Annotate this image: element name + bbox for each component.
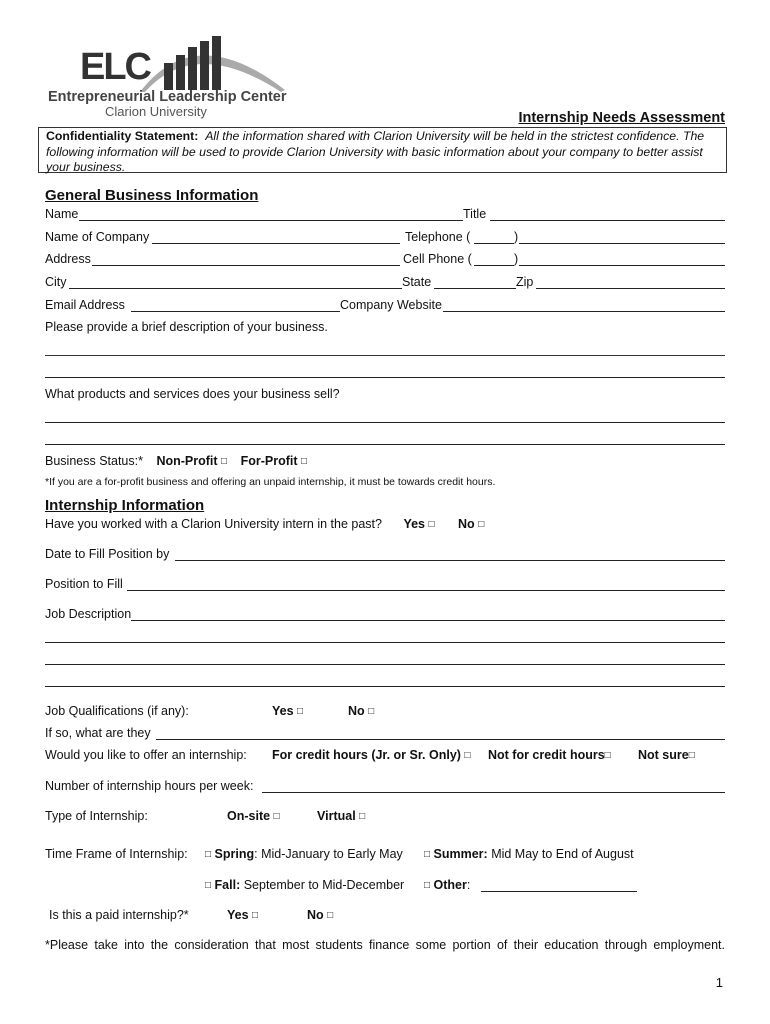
job-desc-line-4[interactable] bbox=[45, 686, 725, 687]
if-so-field[interactable] bbox=[156, 739, 725, 740]
page-number: 1 bbox=[715, 975, 723, 990]
position-label: Position to Fill bbox=[45, 577, 123, 591]
state-label: State bbox=[402, 275, 432, 289]
fall-range: September to Mid-December bbox=[240, 878, 405, 892]
onsite-checkbox[interactable]: □ bbox=[273, 811, 280, 822]
paid-label: Is this a paid internship?* bbox=[49, 908, 189, 922]
other-field[interactable] bbox=[481, 891, 637, 892]
qualifications-no-label: No bbox=[348, 704, 365, 718]
job-desc-line-3[interactable] bbox=[45, 664, 725, 665]
non-profit-label: Non-Profit bbox=[156, 454, 218, 468]
zip-field[interactable] bbox=[536, 288, 725, 289]
telephone-field[interactable] bbox=[519, 243, 725, 244]
name-label: Name bbox=[45, 207, 79, 221]
general-heading: General Business Information bbox=[45, 187, 259, 204]
spring-checkbox[interactable]: □ bbox=[205, 849, 212, 860]
hours-field[interactable] bbox=[262, 792, 725, 793]
virtual-label: Virtual bbox=[317, 809, 356, 823]
email-field[interactable] bbox=[131, 311, 340, 312]
past-intern-yes-label: Yes bbox=[403, 517, 426, 531]
state-field[interactable] bbox=[434, 288, 516, 289]
offer-not-credit bbox=[488, 748, 611, 762]
city-label: City bbox=[45, 275, 67, 289]
date-fill-label: Date to Fill Position by bbox=[45, 547, 170, 561]
job-desc-field[interactable] bbox=[131, 620, 725, 621]
date-fill-field[interactable] bbox=[175, 560, 725, 561]
onsite-label: On-site bbox=[227, 809, 271, 823]
credit-checkbox[interactable]: □ bbox=[464, 750, 471, 761]
city-field[interactable] bbox=[69, 288, 402, 289]
qualifications-no bbox=[348, 704, 374, 718]
footnote: *Please take into the consideration that most students finance some portion of their education through employment. bbox=[45, 938, 725, 952]
not-sure-label: Not sure bbox=[638, 748, 689, 762]
company-label: Name of Company bbox=[45, 230, 150, 244]
cell-area-field[interactable] bbox=[474, 265, 514, 266]
telephone-close: ) bbox=[514, 230, 519, 244]
address-field[interactable] bbox=[92, 265, 400, 266]
confidentiality-text-2: following information will be used to provide Clarion University with basic information about your company to better assist bbox=[46, 144, 703, 159]
past-intern-row bbox=[45, 517, 725, 531]
confidentiality-text-1: All the information shared with Clarion University will be held in the strictest confidence. The bbox=[205, 129, 705, 143]
logo-text: ELC bbox=[80, 46, 150, 88]
confidentiality-text-3: your business. bbox=[46, 160, 126, 174]
paid-yes-checkbox[interactable]: □ bbox=[252, 910, 259, 921]
paid-no-checkbox[interactable]: □ bbox=[327, 910, 334, 921]
telephone-area-field[interactable] bbox=[474, 243, 514, 244]
university-name: Clarion University bbox=[105, 104, 207, 119]
qualifications-yes-checkbox[interactable]: □ bbox=[297, 706, 304, 717]
qualifications-label: Job Qualifications (if any): bbox=[45, 704, 189, 718]
qualifications-yes bbox=[272, 704, 303, 718]
offer-not-sure bbox=[638, 748, 695, 762]
cell-label: Cell Phone ( bbox=[403, 252, 472, 266]
other-label: Other bbox=[433, 878, 467, 892]
spring-label: Spring bbox=[214, 847, 255, 861]
products-prompt: What products and services does your business sell? bbox=[45, 387, 340, 401]
job-desc-line-2[interactable] bbox=[45, 642, 725, 643]
other-checkbox[interactable]: □ bbox=[424, 880, 431, 891]
past-intern-no-checkbox[interactable]: □ bbox=[478, 519, 485, 530]
if-so-label: If so, what are they bbox=[45, 726, 151, 740]
timeframe-label: Time Frame of Internship: bbox=[45, 847, 188, 861]
name-field[interactable] bbox=[79, 220, 463, 221]
offer-credit bbox=[272, 748, 470, 762]
paid-no bbox=[307, 908, 333, 922]
timeframe-spring bbox=[205, 847, 403, 861]
qualifications-yes-label: Yes bbox=[272, 704, 294, 718]
org-name: Entrepreneurial Leadership Center bbox=[48, 89, 287, 105]
spring-range: : Mid-January to Early May bbox=[254, 847, 403, 861]
timeframe-summer bbox=[424, 847, 634, 861]
title-label: Title bbox=[463, 207, 487, 221]
fall-checkbox[interactable]: □ bbox=[205, 880, 212, 891]
past-intern-yes-checkbox[interactable]: □ bbox=[428, 519, 435, 530]
status-label: Business Status:* bbox=[45, 454, 143, 468]
for-profit-label: For-Profit bbox=[240, 454, 298, 468]
past-intern-question: Have you worked with a Clarion University intern in the past? bbox=[45, 517, 382, 531]
form-title: Internship Needs Assessment bbox=[518, 110, 725, 126]
timeframe-other bbox=[424, 878, 470, 892]
paid-yes-label: Yes bbox=[227, 908, 249, 922]
not-credit-checkbox[interactable]: □ bbox=[604, 750, 611, 761]
internship-heading: Internship Information bbox=[45, 497, 205, 514]
position-field[interactable] bbox=[127, 590, 725, 591]
products-line-1[interactable] bbox=[45, 422, 725, 423]
type-onsite bbox=[227, 809, 280, 823]
business-status-row bbox=[45, 454, 725, 468]
hours-label: Number of internship hours per week: bbox=[45, 779, 254, 793]
title-field[interactable] bbox=[490, 220, 725, 221]
not-credit-label: Not for credit hours bbox=[488, 748, 605, 762]
job-desc-label: Job Description bbox=[45, 607, 132, 621]
description-line-2[interactable] bbox=[45, 377, 725, 378]
email-label: Email Address bbox=[45, 298, 125, 312]
elc-logo bbox=[45, 30, 295, 119]
timeframe-fall bbox=[205, 878, 404, 892]
website-label: Company Website bbox=[340, 298, 442, 312]
summer-range: Mid May to End of August bbox=[487, 847, 634, 861]
products-line-2[interactable] bbox=[45, 444, 725, 445]
zip-label: Zip bbox=[516, 275, 534, 289]
type-virtual bbox=[317, 809, 365, 823]
qualifications-no-checkbox[interactable]: □ bbox=[368, 706, 375, 717]
type-label: Type of Internship: bbox=[45, 809, 148, 823]
cell-field[interactable] bbox=[519, 265, 725, 266]
past-intern-no-label: No bbox=[458, 517, 475, 531]
telephone-label: Telephone ( bbox=[405, 230, 471, 244]
non-profit-checkbox[interactable]: □ bbox=[221, 456, 228, 467]
summer-label: Summer: bbox=[433, 847, 488, 861]
description-prompt: Please provide a brief description of your business. bbox=[45, 320, 328, 334]
company-field[interactable] bbox=[152, 243, 400, 244]
credit-label: For credit hours (Jr. or Sr. Only) bbox=[272, 748, 461, 762]
confidentiality-box bbox=[38, 127, 727, 173]
address-label: Address bbox=[45, 252, 91, 266]
not-sure-checkbox[interactable]: □ bbox=[688, 750, 695, 761]
paid-no-label: No bbox=[307, 908, 324, 922]
paid-yes bbox=[227, 908, 258, 922]
confidentiality-label: Confidentiality Statement: bbox=[46, 129, 199, 143]
cell-close: ) bbox=[514, 252, 519, 266]
virtual-checkbox[interactable]: □ bbox=[359, 811, 366, 822]
offer-label: Would you like to offer an internship: bbox=[45, 748, 247, 762]
other-colon: : bbox=[466, 878, 471, 892]
fall-label: Fall: bbox=[214, 878, 241, 892]
summer-checkbox[interactable]: □ bbox=[424, 849, 431, 860]
description-line-1[interactable] bbox=[45, 355, 725, 356]
website-field[interactable] bbox=[443, 311, 725, 312]
for-profit-checkbox[interactable]: □ bbox=[301, 456, 308, 467]
status-note: *If you are a for-profit business and offering an unpaid internship, it must be towards credit hours. bbox=[45, 476, 496, 488]
